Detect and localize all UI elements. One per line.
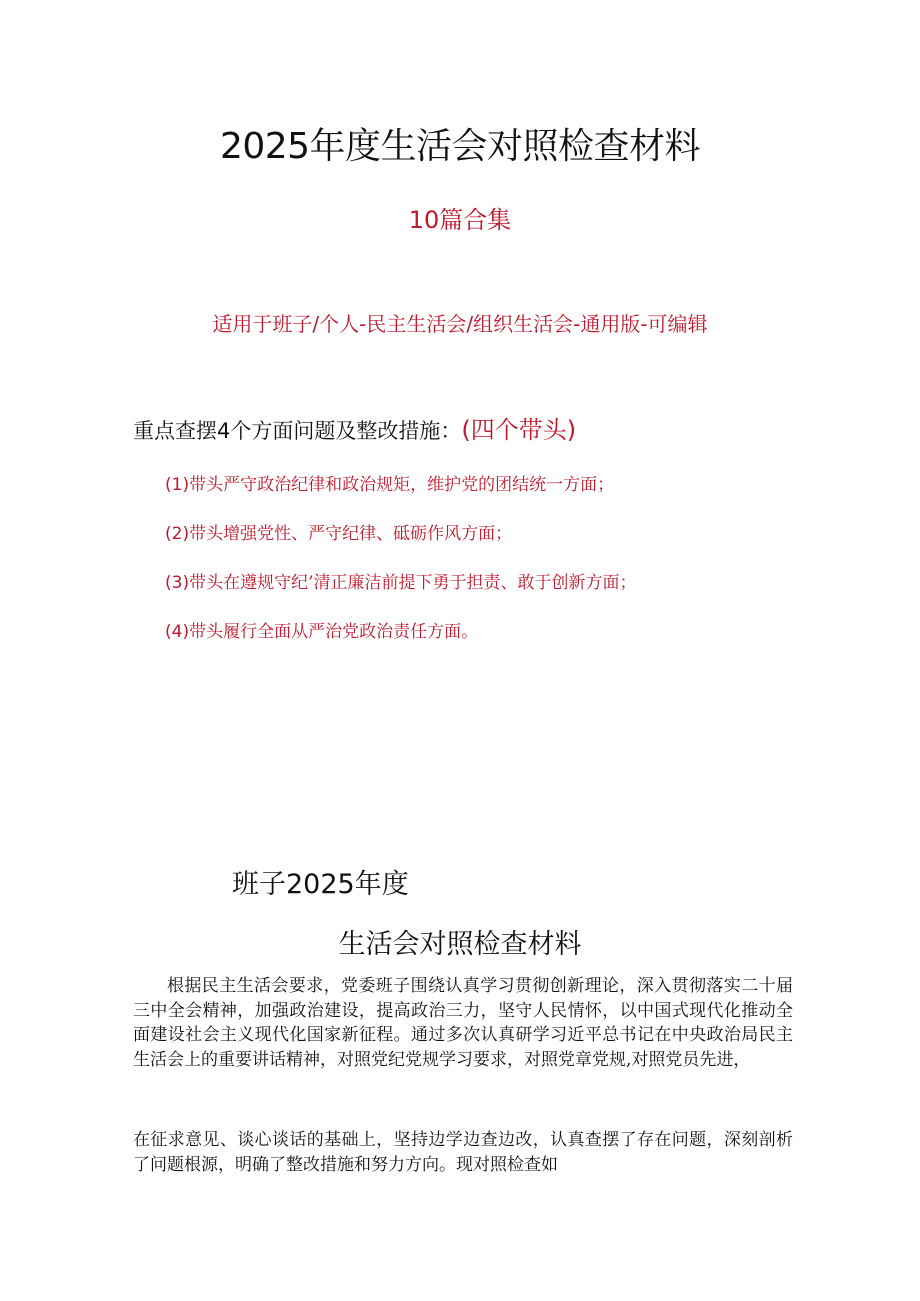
item-number: (2) (165, 524, 190, 544)
item-number: (4) (165, 622, 190, 642)
body-paragraph-2: 在征求意见、谈心谈话的基础上，坚持边学边查边改，认真查摆了存在问题，深刻剖析了问题根源，明确了整改措施和努力方向。现对照检查如 (133, 1130, 793, 1175)
item-text: 带头在遵规守纪’清正廉洁前提下勇于担责、敢于创新方面； (189, 573, 637, 593)
focus-items-list (165, 470, 637, 666)
item-number: (3) (165, 573, 190, 593)
usage-note: 适用于班子/个人-民主生活会/组织生活会-通用版-可编辑 (212, 312, 708, 336)
item-text: 带头增强党性、严守纪律、砥砺作风方面； (189, 524, 513, 544)
section-title-line1: 班子2025年度 (232, 869, 409, 900)
focus-heading-text: 重点查摆4个方面问题及整改措施： (133, 419, 462, 443)
list-item (165, 617, 637, 666)
list-item (165, 519, 637, 568)
list-item (165, 568, 637, 617)
focus-heading (133, 410, 576, 445)
subtitle: 10篇合集 (408, 206, 512, 234)
item-number: (1) (165, 475, 190, 495)
body-paragraph-1: 根据民主生活会要求，党委班子围绕认真学习贯彻创新理论，深入贯彻落实二十届三中全会精神，加强政治建设，提高政治三力，坚守人民情怀，以中国式现代化推动全面建设社会主义现代化国家新征程。通过多次认真研学习近平总书记在中央政治局民主生活会上的重要讲话精神，对照党纪党规学习要求，对照党章党规,对照党员先进， (133, 976, 793, 1070)
item-text: 带头严守政治纪律和政治规矩，维护党的团结统一方面； (189, 475, 615, 495)
section-title-line2: 生活会对照检查材料 (338, 929, 582, 960)
focus-heading-accent: (四个带头) (461, 416, 577, 444)
item-text: 带头履行全面从严治党政治责任方面。 (189, 622, 479, 642)
main-title: 2025年度生活会对照检查材料 (219, 126, 701, 167)
list-item (165, 470, 637, 519)
